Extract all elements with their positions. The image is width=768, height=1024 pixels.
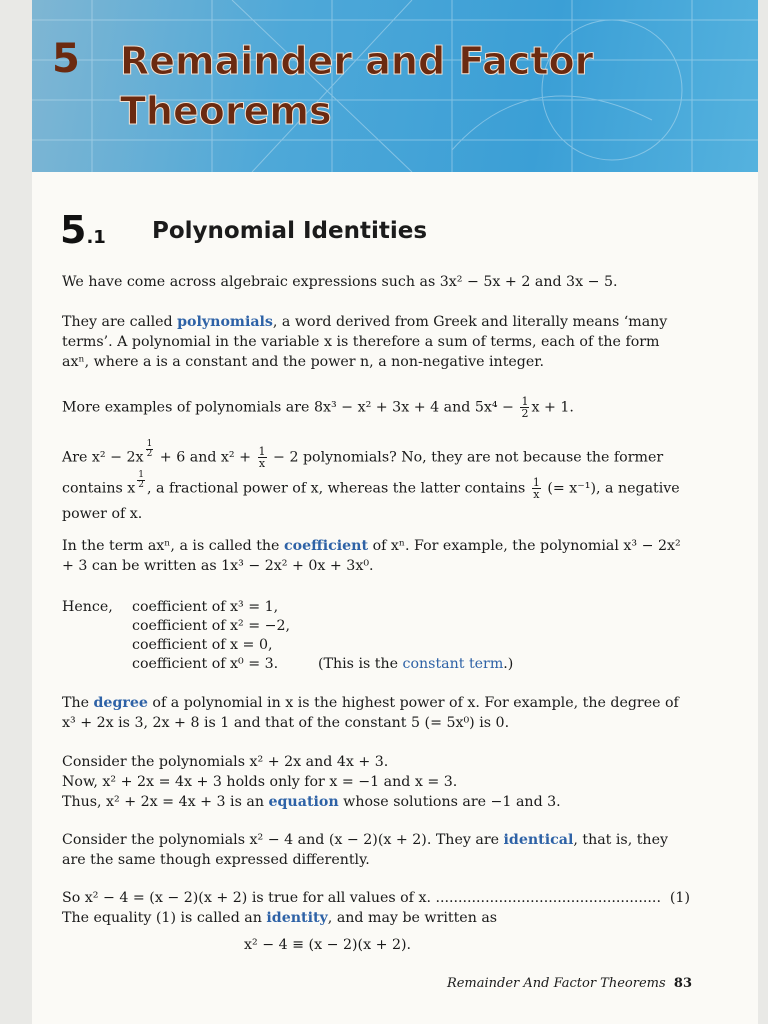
chapter-title-line2: Theorems xyxy=(120,89,332,133)
keyword-identity: identity xyxy=(266,910,328,926)
equation-line-2: Now, x² + 2x = 4x + 3 holds only for x = −1 and x = 3. xyxy=(62,774,458,790)
coefficient-line-1: coefficient of x³ = 1, xyxy=(132,599,279,615)
textbook-page xyxy=(32,0,758,1024)
coefficient-line-2: coefficient of x² = −2, xyxy=(132,618,291,634)
keyword-constant-term: constant term xyxy=(402,656,504,672)
chapter-number: 5 xyxy=(52,36,81,82)
paragraph-equation xyxy=(62,752,690,812)
paragraph-degree: The degree of a polynomial in x is the highest power of x. For example, the degree of x³ + 2x is 3, 2x + 8 is 1 and that of the constant 5 (= 5x⁰) is 0. xyxy=(62,695,679,731)
paragraph-identity xyxy=(62,888,690,928)
paragraph-polynomials: They are called polynomials, a word derived from Greek and literally means ‘many terms’. A polynomial in the variable x is therefore a sum of terms, each of the form axⁿ, where a is a constant and the power n, a non-negative integer. xyxy=(62,314,668,370)
coefficient-line-4: coefficient of x⁰ = 3. xyxy=(132,656,279,672)
paragraph-examples: More examples of polynomials are 8x³ − x² + 3x + 4 and 5x⁴ − $\frac{1}{2}$ x + 1. xyxy=(62,395,574,420)
keyword-polynomials: polynomials xyxy=(177,314,273,330)
fraction-one-over-x-2: $\frac{1}{x}$ xyxy=(532,475,540,501)
identity-line-1: So x² − 4 = (x − 2)(x + 2) is true for all values of x. .................................................. (1) xyxy=(62,890,690,906)
keyword-identical: identical xyxy=(503,832,574,848)
fraction-one-half: $\frac{1}{2}$ xyxy=(521,395,529,420)
chapter-banner xyxy=(32,0,758,172)
equation-line-1: Consider the polynomials x² + 2x and 4x + 3. xyxy=(62,754,389,770)
page-footer xyxy=(447,976,692,991)
keyword-equation: equation xyxy=(268,794,339,810)
paragraph-coefficient: In the term axⁿ, a is called the coefficient of xⁿ. For example, the polynomial x³ − 2x² + 3 can be written as 1x³ − 2x² + 0x + 3x⁰. xyxy=(62,538,681,574)
hence-label: Hence, xyxy=(62,599,113,615)
identity-line-2: The equality (1) is called an identity, and may be written as xyxy=(62,910,498,926)
paragraph-non-polynomials: Are x² − 2x $\frac{1}{2}$ + 6 and x² + $\frac{1}{x}$ − 2 polynomials? No, they are not because the former contains x $\frac{1}{2}$ , a fractional power of x, whereas the latter contains $\frac{1}{x}$ (= x⁻¹), a negative power of x. xyxy=(62,439,680,523)
chapter-title xyxy=(120,36,593,136)
constant-term-note: (This is the constant term.) xyxy=(318,656,514,672)
fraction-exponent-half-2: $\frac{1}{2}$ xyxy=(138,469,144,490)
section-number: 5.1 xyxy=(60,208,106,252)
keyword-coefficient: coefficient xyxy=(283,538,369,554)
keyword-degree: degree xyxy=(93,695,148,711)
fraction-exponent-half: $\frac{1}{2}$ xyxy=(146,439,153,459)
page-number: 83 xyxy=(673,976,692,991)
coefficient-line-3: coefficient of x = 0, xyxy=(132,637,273,653)
fraction-one-over-x: $\frac{1}{x}$ xyxy=(258,445,266,471)
equation-reference: (1) xyxy=(669,890,690,906)
chapter-title-line1: Remainder and Factor xyxy=(120,39,594,83)
section-title: Polynomial Identities xyxy=(152,218,428,244)
paragraph-intro: We have come across algebraic expressions such as 3x² − 5x + 2 and 3x − 5. xyxy=(62,274,618,290)
paragraph-identical: Consider the polynomials x² − 4 and (x − 2)(x + 2). They are identical, that is, they are the same though expressed differently. xyxy=(62,832,668,868)
equation-line-3: Thus, x² + 2x = 4x + 3 is an equation whose solutions are −1 and 3. xyxy=(62,794,561,810)
running-title: Remainder And Factor Theorems xyxy=(446,976,666,991)
identity-display: x² − 4 ≡ (x − 2)(x + 2). xyxy=(244,937,412,953)
